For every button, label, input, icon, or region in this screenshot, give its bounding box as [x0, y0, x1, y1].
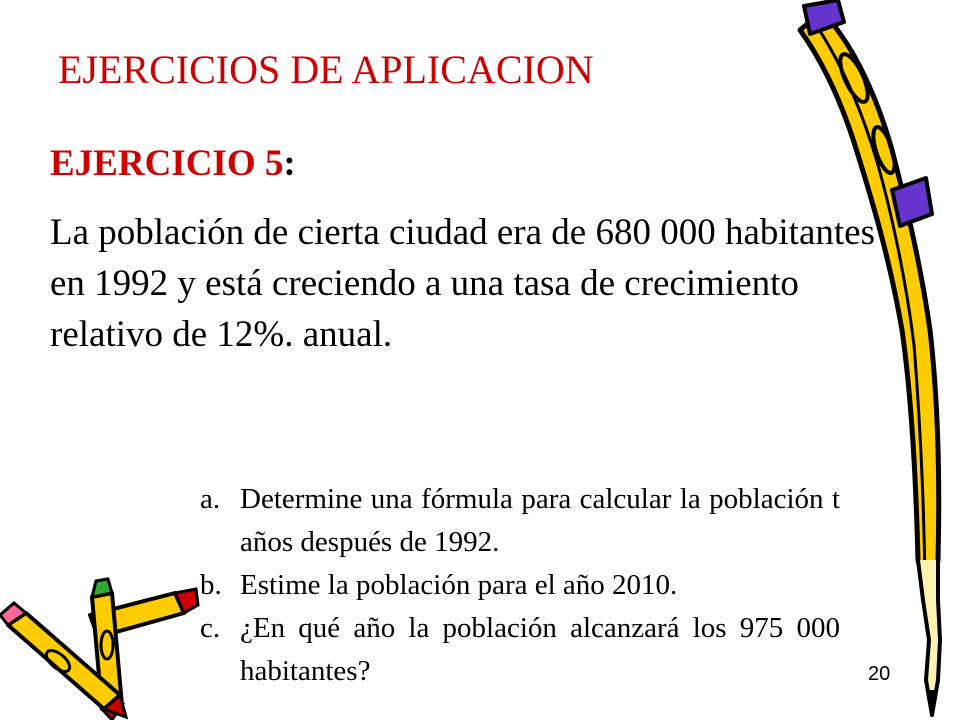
question-item-b	[200, 564, 840, 607]
question-item-c	[200, 607, 840, 693]
pencil-icon	[780, 0, 960, 720]
exercise-colon: :	[283, 143, 296, 184]
question-marker: a.	[200, 483, 221, 515]
question-text: ¿En qué año la población alcanzará los 975 000 habitantes?	[240, 612, 840, 687]
slide-number: 20	[868, 663, 891, 685]
exercise-label: EJERCICIO 5	[50, 143, 284, 184]
slide-title: EJERCICIOS DE APLICACION	[58, 47, 594, 92]
question-text: Estime la población para el año 2010.	[240, 569, 678, 601]
question-list	[200, 478, 840, 693]
pencils-icon	[0, 575, 200, 720]
question-item-a	[200, 478, 840, 564]
exercise-heading	[50, 142, 296, 185]
problem-statement: La población de cierta ciudad era de 680 000 habitantes en 1992 y está creciendo a una tasa de crecimiento relativo de 12%. anual.	[50, 212, 875, 355]
question-text: Determine una fórmula para calcular la población t años después de 1992.	[240, 483, 840, 558]
question-marker: b.	[200, 569, 222, 601]
question-marker: c.	[200, 612, 221, 644]
